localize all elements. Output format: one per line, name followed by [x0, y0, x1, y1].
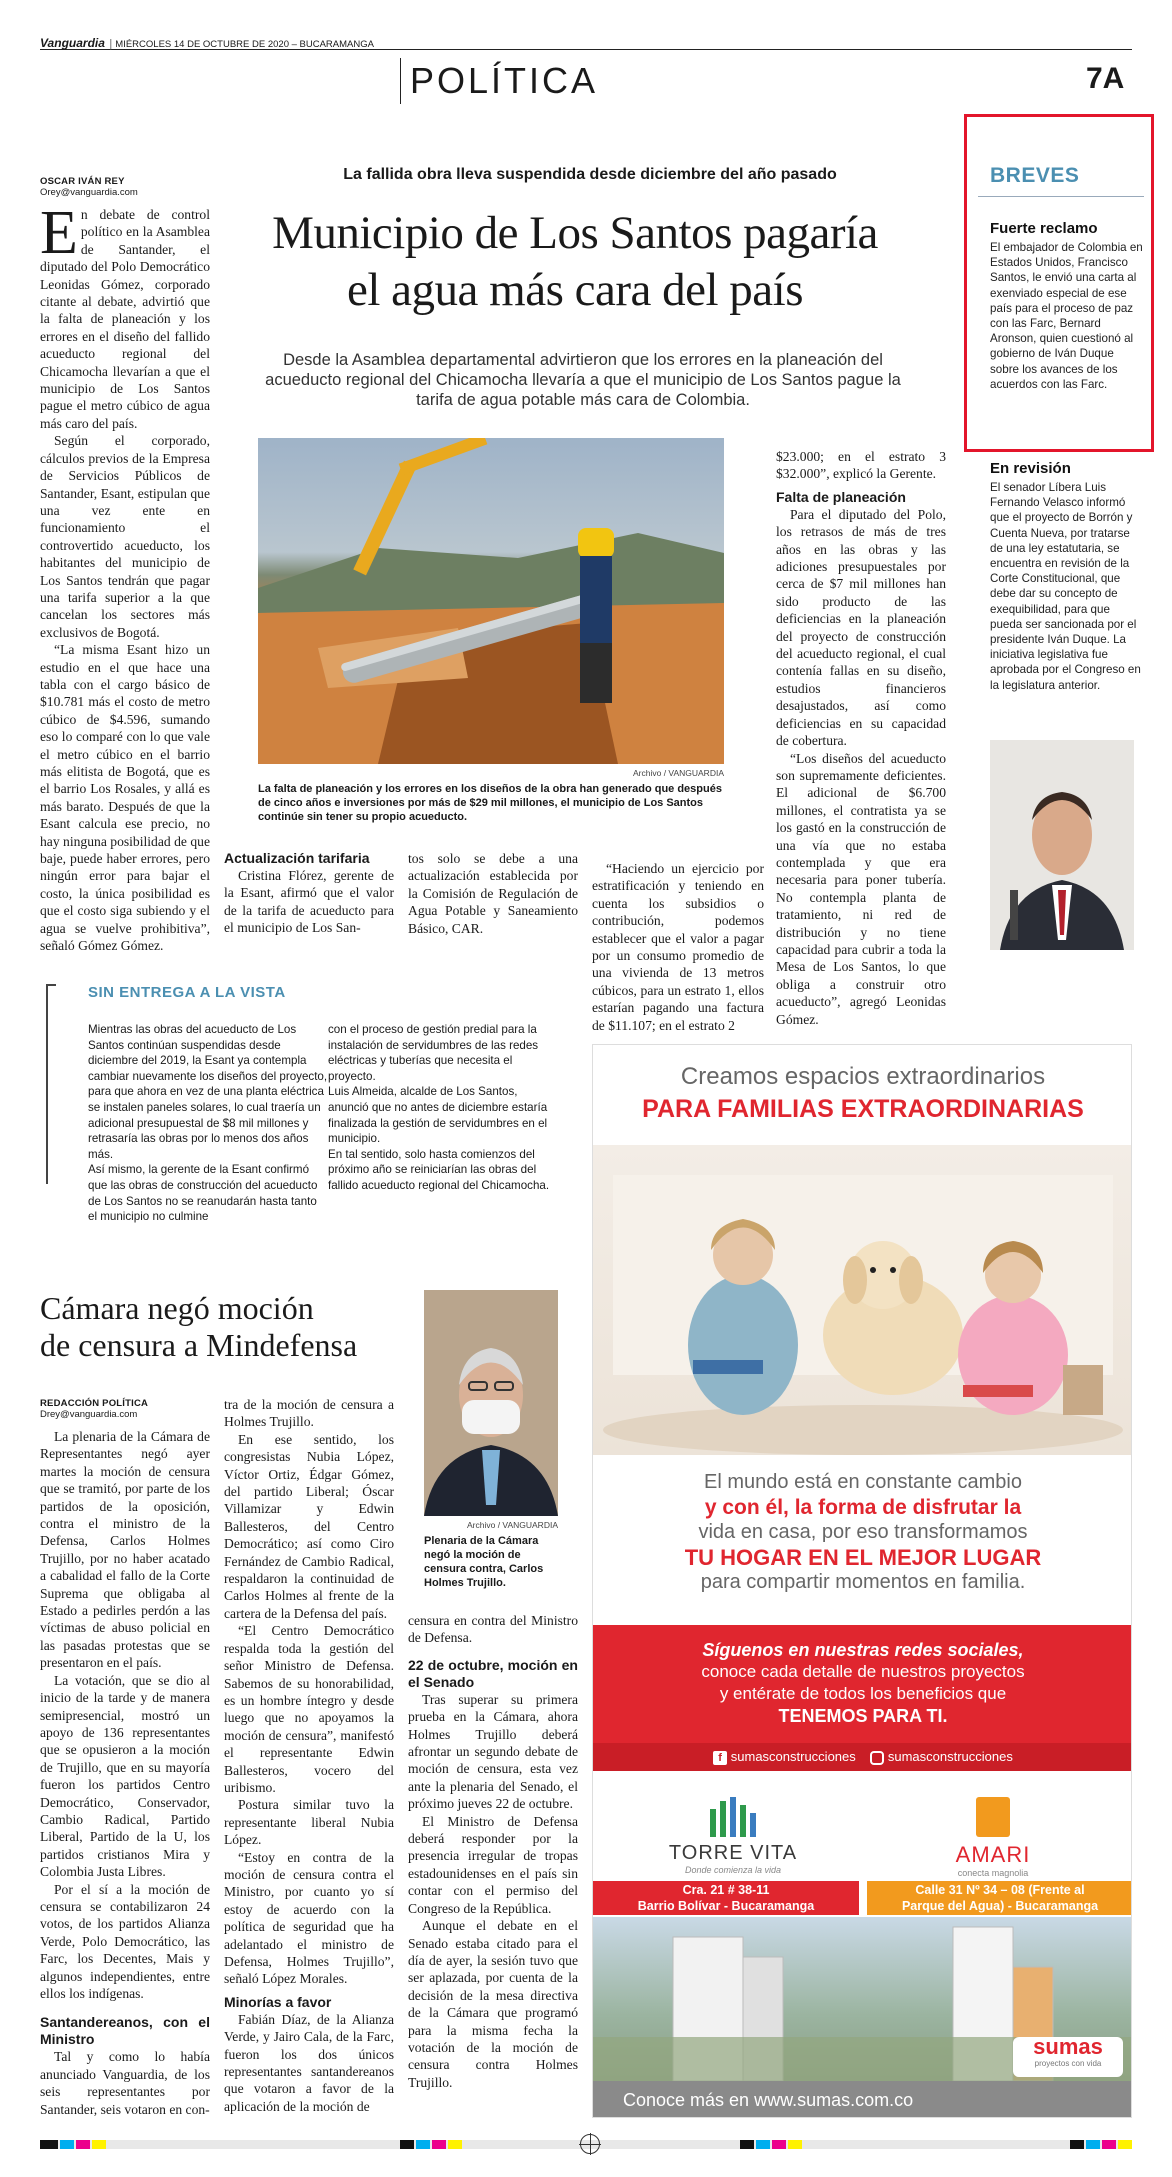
main-col-2: [224, 850, 394, 937]
ad-social-3: y entérate de todos los beneficios que: [719, 1684, 1007, 1703]
paragraph: Luis Almeida, alcalde de Los Santos, anunció que no antes de diciembre estaría finalizada la gestión de servidumbres en el municipio.: [328, 1085, 548, 1146]
briefs-title-rule: [978, 196, 1144, 197]
paragraph: Fabián Díaz, de la Alianza Verde, y Jairo Cala, de la Farc, fueron los dos únicos representantes santandereanos que votaron a favor de la aplicación de la moción de: [224, 2011, 394, 2114]
ad-brand-1-tag: Donde comienza la vida: [684, 1865, 782, 1875]
subhead-planeacion: Falta de planeación: [776, 488, 906, 505]
main-col-5: [776, 448, 946, 1028]
brief-1-title: Fuerte reclamo: [990, 220, 1098, 237]
ad-brand-2-tag: conecta magnolia: [957, 1868, 1029, 1878]
paragraph: Así mismo, la gerente de la Esant confirmó que las obras de construcción del acueducto de Los Santos no se reanudarán hasta tanto el municipio no culmine: [88, 1163, 318, 1224]
paragraph: Para el diputado del Polo, los retrasos de más de tres años en las obras y las adiciones presupuestales por cerca de $7 mil millones han sido producto de las deficiencias en la planeación del proyecto de construcción del acueducto regional, el cual contenía fallas en su diseño, estudios financieros desajustados, así como deficiencias en su capacidad de cobertura.: [776, 506, 946, 749]
ad-social-1: Síguenos en nuestras redes sociales,: [702, 1640, 1024, 1660]
headline-line-1: Municipio de Los Santos pagaría: [272, 207, 878, 259]
torre-vita-logo-icon: [698, 1797, 768, 1837]
main-headline: [225, 205, 925, 319]
briefs-title: BREVES: [990, 164, 1080, 187]
ad-mid-3: vida en casa, por eso transformamos: [698, 1521, 1028, 1543]
dropcap: E: [40, 199, 78, 267]
second-byline: [40, 1398, 210, 1420]
sidebar-col-2: [328, 1022, 550, 1194]
section-title: POLÍTICA: [410, 60, 599, 101]
brief-2-text: El senador Líbera Luis Fernando Velasco informó que el proyecto de Borrón y Cuenta Nueva, por tratarse de una ley estatutaria, se encuentra en revisión de la Corte Constitucional, que debe dar su concepto de exequibilidad, para que pueda ser sancionada por el presidente Iván Duque. La iniciativa legislativa fue aprobada por el Congreso en la legislatura anterior.: [990, 481, 1141, 692]
second-col-2: [224, 1396, 394, 2115]
paragraph: El Ministro de Defensa deberá responder por la presencia irregular de tropas estadounidenses en el país sin contar con el permiso del Congreso de la República.: [408, 1813, 578, 1916]
address-line: Calle 31 Nº 34 – 08 (Frente al: [915, 1883, 1085, 1897]
main-photo-credit: Archivo / VANGUARDIA: [632, 768, 724, 778]
paragraph: Postura similar tuvo la representante liberal Nubia López.: [224, 1797, 394, 1848]
headline-line-2: el agua más cara del país: [347, 264, 803, 316]
paragraph: tra de la moción de censura a Holmes Trujillo.: [224, 1397, 394, 1430]
paragraph: tos solo se debe a una actualización establecida por la Comisión de Regulación de Agua Potable y Saneamiento Básico, CAR.: [408, 851, 578, 936]
brief-2-title: En revisión: [990, 460, 1071, 477]
main-col-4: [592, 860, 764, 1034]
paragraph: Tras superar su primera prueba en la Cámara, ahora Holmes Trujillo deberá afrontar un segundo debate de moción de censura, esta vez ante la plenaria del Senado, el próximo jueves 22 de octubre.: [408, 1691, 578, 1812]
paragraph: “Haciendo un ejercicio por estratificación y teniendo en cuenta los subsidios o contribución, podemos establecer que el valor a pagar por un consumo promedio de una vivienda de 13 metros cúbicos, para un estrato 1, ellos estarían pagando una factura de $11.107; en el estrato 2: [592, 861, 764, 1033]
brief-1-text: El embajador de Colombia en Estados Unidos, Francisco Santos, le envió una carta al exenviado especial de ese país para el proceso de paz con las Farc, Bernard Aronson, quien cuestionó al gobierno de Iván Duque sobre los avances de los acuerdos con las Farc.: [990, 241, 1143, 391]
second-photo-caption: Plenaria de la Cámara negó la moción de censura contra, Carlos Holmes Trujillo.: [424, 1535, 544, 1589]
paragraph: “Estoy en contra de la moción de censura contra el Ministro, por cuanto yo sí estoy de acuerdo con la política de seguridad que ha adelantado el ministro de Defensa, Holmes Trujillo”, señaló López Morales.: [224, 1849, 394, 1987]
page-number: 7A: [1086, 62, 1125, 95]
section-divider: [400, 58, 401, 104]
ad-handle-facebook: sumasconstrucciones: [730, 1749, 856, 1764]
subhead-minorias: Minorías a favor: [224, 1993, 332, 2010]
ad-brand-amari: [893, 1797, 1093, 1878]
paragraph: Por el sí a la moción de censura se contabilizaron 24 votos, de los partidos Alianza Verde, Polo Democrático, las Farc, los Decentes, Mais y algunos independientes, entre ellos los indígenas.: [40, 1881, 210, 2001]
ad-handle-instagram: sumasconstrucciones: [887, 1749, 1013, 1764]
ad-address-2: [867, 1881, 1132, 1915]
address-line: Parque del Agua) - Bucaramanga: [901, 1899, 1099, 1913]
advertisement: [592, 1044, 1132, 2118]
masthead-bar: Vanguardia | MIÉRCOLES 14 DE OCTUBRE DE 2020 – BUCARAMANGA: [40, 34, 1132, 50]
ad-social-4: TENEMOS PARA TI.: [778, 1706, 948, 1726]
ad-headline-2: PARA FAMILIAS EXTRAORDINARIAS: [642, 1095, 1084, 1123]
sumas-logo-text: sumas: [1033, 2034, 1103, 2059]
byline-email: Orey@vanguardia.com: [40, 187, 138, 198]
ad-footer-bar: Conoce más en www.sumas.com.co: [593, 2081, 1132, 2118]
byline-email: Drey@vanguardia.com: [40, 1409, 138, 1420]
paragraph: Aunque el debate en el Senado estaba citado para el día de ayer, la sesión tuvo que ser aplazada, por cuenta de la decisión de la mesa directiva de la Cámara que programó para la misma fecha la votación de la moción de censura contra Holmes Trujillo.: [408, 1918, 578, 2090]
ad-social-2: conoce cada detalle de nuestros proyectos: [701, 1662, 1025, 1681]
ad-family-photo: [593, 1145, 1132, 1455]
byline-name: OSCAR IVÁN REY: [40, 176, 125, 187]
subhead-santandereanos: Santandereanos, con el Ministro: [40, 2014, 210, 2048]
ad-brand-2-name: AMARI: [955, 1842, 1031, 1867]
subhead-tarifa: Actualización tarifaria: [224, 850, 370, 866]
paragraph: La votación, que se dio al inicio de la tarde y de manera semipresencial, mostró un apoyo de 136 representantes que se opusieron a la moción de Trujillo, que en su mayoría fueron los partidos Centro Democrático, Conservador, Cambio Radical, Partido Liberal, Partido de la U, los partidos cristianos Mira y Colombia Justa Libres.: [40, 1672, 210, 1880]
headline-line-2: de censura a Mindefensa: [40, 1327, 358, 1363]
paragraph: censura en contra del Ministro de Defensa.: [408, 1613, 578, 1646]
ad-headline-1: Creamos espacios extraordinarios: [680, 1063, 1046, 1090]
paragraph: Cristina Flórez, gerente de la Esant, afirmó que el valor de la tarifa de acueducto para el municipio de Los San-: [224, 868, 394, 936]
instagram-icon: [870, 1751, 884, 1765]
ad-brand-torre-vita: [633, 1797, 833, 1875]
paragraph: $23.000; en el estrato 3 $32.000”, explicó la Gerente.: [776, 449, 946, 482]
byline-name: REDACCIÓN POLÍTICA: [40, 1398, 149, 1409]
paragraph: La plenaria de la Cámara de Representantes negó ayer martes la moción de censura que se tramitó, por parte de los partidos de la oposición, contra el ministro de la Defensa, Carlos Holmes Trujillo, por no haber acatado a cabalidad el fallo de la Corte Suprema que obligaba al Estado a pedirles perdón a las víctimas de abuso policial en las pasadas protestas que se presentaron en el país.: [40, 1429, 210, 1671]
sidebar-bracket: [46, 984, 56, 1184]
main-photo: [258, 438, 724, 764]
facebook-icon: f: [713, 1751, 727, 1765]
main-col-1: [40, 199, 210, 954]
second-photo: [424, 1290, 558, 1516]
second-photo-credit: Archivo / VANGUARDIA: [466, 1520, 558, 1530]
ad-buildings-photo: [593, 1917, 1132, 2081]
ad-social-handles: [593, 1743, 1132, 1771]
excavation-illustration: [258, 438, 724, 764]
paragraph: “Los diseños del acueducto son supremamente deficientes. El adicional de $6.700 millones, el contratista ya se los gastó en la construcción de una vía que no estaba contemplada y que era necesaria para poner tubería. No contempla planta de tratamiento, ni red de distribución y no tiene capacidad para cubrir a toda la Mesa de Los Santos, lo que obliga a construir otro acueducto”, agregó Leonidas Gómez.: [776, 750, 946, 1027]
paragraph: “La misma Esant hizo un estudio en el que hace una tabla con el cargo básico de $10.781 más el costo de metro cúbico de $4.596, sumando eso lo comparé con lo que vale el metro cúbico en el barrio más elitista de Bogotá, que es el barrio Los Rosales, y allá es más barato. Después de que la Esant calcula ese precio, no hay ninguna posibilidad de que baje, puede haber errores, pero ningún error para bajar el costo, la única posibilidad es que el costo siga subiendo y el agua se vuelve prohibitiva”, señaló Gómez Gómez.: [40, 642, 210, 954]
paragraph: Tal y como lo había anunciado Vanguardia, de los seis representantes por Santander, seis votaron en con-: [40, 2049, 210, 2117]
paragraph: con el proceso de gestión predial para la instalación de servidumbres de las redes eléctricas y tuberías que necesita el proyecto.: [328, 1023, 539, 1083]
ad-social-banner: [593, 1625, 1132, 1743]
brief-portrait: [990, 740, 1134, 950]
amari-logo-icon: [976, 1797, 1010, 1837]
paragraph: Mientras las obras del acueducto de Los Santos continúan suspendidas desde diciembre del 2019, la Esant ya contempla cambiar nuevamente los diseños del proyecto, para que ahora en vez de una planta eléctrica se instalen paneles solares, lo cual traería un adicional presupuestal de $8 mil millones y retrasaría las obras por lo menos dos años más.: [88, 1023, 328, 1161]
ad-logo-sumas: [1013, 2035, 1123, 2068]
children-dog-illustration: [593, 1145, 1132, 1455]
politician-portrait-illustration: [990, 740, 1134, 950]
second-col-3: [408, 1612, 578, 2091]
subhead-octubre: 22 de octubre, moción en el Senado: [408, 1656, 578, 1690]
sidebar-title: SIN ENTREGA A LA VISTA: [88, 984, 286, 1001]
masthead-logo: Vanguardia: [40, 36, 105, 50]
paragraph: En tal sentido, solo hasta comienzos del próximo año se reiniciarían las obras del fallido acueducto regional del Chicamocha.: [328, 1147, 550, 1192]
ad-mid-4: TU HOGAR EN EL MEJOR LUGAR: [684, 1545, 1042, 1570]
paragraph: n debate de control político en la Asamblea de Santander, el diputado del Polo Democrático Leonidas Gómez, corporado citante al debate, advirtió que la falta de planeación y los errores en el diseño del fallido acueducto regional del Chicamocha llevarían a que el municipio de Los Santos pague el metro cúbico de agua más caro del país.: [40, 207, 210, 431]
sumas-logo-tag: proyectos con vida: [1034, 2059, 1102, 2068]
paragraph: “El Centro Democrático respalda toda la gestión del señor Ministro de Defensa. Sabemos de su honorabilidad, es un hombre íntegro y desde luego que no apoyamos la moción de censura”, manifestó el representante Edwin Ballesteros, vocero del uribismo.: [224, 1623, 394, 1795]
ad-mid-2: y con él, la forma de disfrutar la: [704, 1496, 1022, 1519]
ad-mid-5: para compartir momentos en familia.: [700, 1571, 1026, 1593]
headline-line-1: Cámara negó moción: [40, 1290, 314, 1326]
ad-brand-1-name: TORRE VITA: [668, 1842, 798, 1864]
ad-mid-1: El mundo está en constante cambio: [704, 1471, 1022, 1493]
address-line: Cra. 21 # 38-11: [682, 1883, 770, 1897]
sidebar-col-1: [88, 1022, 328, 1225]
registration-crosshair-icon: [580, 2134, 600, 2154]
paragraph: Según el corporado, cálculos previos de la Empresa de Servicios Públicos de Santander, Esant, estipulan que una vez ente en funcionamiento el controvertido acueducto, los habitantes del municipio de Los Santos tendrán que pagar una tarifa superior a la que cancelan los sectores más exclusivos de Bogotá.: [40, 433, 210, 640]
minister-portrait-illustration: [424, 1290, 558, 1516]
main-photo-caption: La falta de planeación y los errores en los diseños de la obra han generado que después de cinco años e inversiones por más de $29 mil millones, el municipio de Los Santos continúe sin tener su propio acueducto.: [258, 783, 722, 823]
ad-address-1: [593, 1881, 859, 1915]
main-kicker: La fallida obra lleva suspendida desde diciembre del año pasado: [343, 166, 837, 183]
second-col-1: [40, 1428, 210, 2118]
main-byline: [40, 176, 210, 198]
main-col-3: [408, 850, 578, 937]
dateline: MIÉRCOLES 14 DE OCTUBRE DE 2020 – BUCARAMANGA: [115, 39, 374, 50]
main-deck: Desde la Asamblea departamental advirtieron que los errores en la planeación del acueducto regional del Chicamocha llevaría a que el municipio de Los Santos pague la tarifa de agua potable más cara de Colombia.: [265, 351, 901, 409]
address-line: Barrio Bolívar - Bucaramanga: [637, 1899, 815, 1913]
paragraph: En ese sentido, los congresistas Nubia López, Víctor Ortiz, Édgar Gómez, del partido Liberal; Óscar Villamizar y Edwin Ballesteros, del Centro Democrático; así como Ciro Fernández de Cambio Radical, respaldaron la continuidad de Carlos Holmes al frente de la cartera de la Defensa del país.: [224, 1431, 394, 1621]
